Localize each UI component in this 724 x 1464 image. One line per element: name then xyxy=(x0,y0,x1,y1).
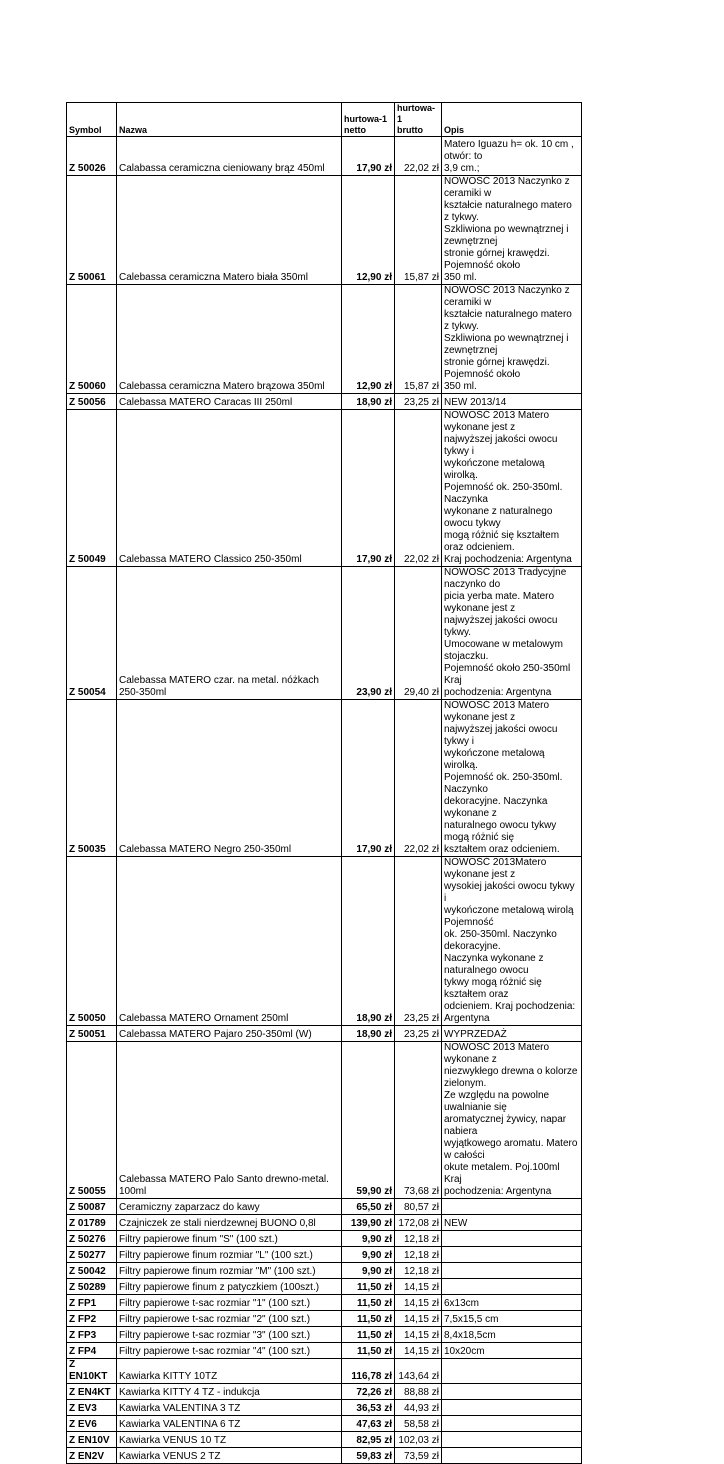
table-row xyxy=(67,1026,582,1042)
row-symbol: Z EN10KT xyxy=(67,1359,117,1384)
row-symbol: Z FP2 xyxy=(67,1311,117,1327)
header-brutto xyxy=(395,103,442,137)
row-price-brutto: 12,18 zł xyxy=(395,1263,442,1279)
row-price-netto: 18,90 zł xyxy=(342,1026,395,1042)
row-price-brutto: 22,02 zł xyxy=(395,410,442,567)
row-name: Calebassa MATERO Ornament 250ml xyxy=(117,857,342,1026)
price-table xyxy=(66,102,582,1464)
row-price-netto: 18,90 zł xyxy=(342,857,395,1026)
row-price-netto: 116,78 zł xyxy=(342,1359,395,1384)
row-name: Kawiarka VALENTINA 3 TZ xyxy=(117,1400,342,1416)
table-row xyxy=(67,1263,582,1279)
row-name: Filtry papierowe finum rozmiar "L" (100 szt.) xyxy=(117,1247,342,1263)
row-description xyxy=(442,1231,582,1247)
header-opis: Opis xyxy=(442,103,582,137)
row-symbol: Z 50054 xyxy=(67,567,117,700)
row-symbol: Z 50055 xyxy=(67,1042,117,1199)
row-price-brutto: 12,18 zł xyxy=(395,1247,442,1263)
row-name: Calebassa MATERO Caracas III 250ml xyxy=(117,394,342,410)
row-price-netto: 18,90 zł xyxy=(342,394,395,410)
row-price-netto: 36,53 zł xyxy=(342,1400,395,1416)
row-description: NEW xyxy=(442,1215,582,1231)
table-row xyxy=(67,1247,582,1263)
row-price-brutto: 22,02 zł xyxy=(395,137,442,176)
row-price-brutto: 14,15 zł xyxy=(395,1327,442,1343)
table-row xyxy=(67,394,582,410)
row-price-brutto: 102,03 zł xyxy=(395,1432,442,1448)
header-netto-label: hurtowa-1 netto xyxy=(344,114,388,135)
row-description xyxy=(442,1359,582,1384)
table-row xyxy=(67,1416,582,1432)
row-name: Filtry papierowe t-sac rozmiar "4" (100 szt.) xyxy=(117,1343,342,1359)
row-description: 7,5x15,5 cm xyxy=(442,1311,582,1327)
row-name: Kawiarka VALENTINA 6 TZ xyxy=(117,1416,342,1432)
row-symbol: Z 01789 xyxy=(67,1215,117,1231)
row-name: Filtry papierowe finum z patyczkiem (100szt.) xyxy=(117,1279,342,1295)
row-price-brutto: 23,25 zł xyxy=(395,857,442,1026)
row-name: Czajniczek ze stali nierdzewnej BUONO 0,8l xyxy=(117,1215,342,1231)
row-symbol: Z 50035 xyxy=(67,700,117,857)
table-row xyxy=(67,137,582,176)
row-name: Calabassa ceramiczna cieniowany brąz 450ml xyxy=(117,137,342,176)
row-price-netto: 9,90 zł xyxy=(342,1263,395,1279)
row-symbol: Z 50042 xyxy=(67,1263,117,1279)
row-price-brutto: 12,18 zł xyxy=(395,1231,442,1247)
row-symbol: Z 50049 xyxy=(67,410,117,567)
table-row xyxy=(67,1311,582,1327)
row-name: Calebassa MATERO Pajaro 250-350ml (W) xyxy=(117,1026,342,1042)
row-description xyxy=(442,1247,582,1263)
row-name: Kawiarka VENUS 10 TZ xyxy=(117,1432,342,1448)
row-name: Calebassa MATERO czar. na metal. nóżkach 250-350ml xyxy=(117,567,342,700)
row-name: Kawiarka KITTY 10TZ xyxy=(117,1359,342,1384)
row-name: Filtry papierowe finum "S" (100 szt.) xyxy=(117,1231,342,1247)
row-symbol: Z EN2V xyxy=(67,1448,117,1464)
header-symbol: Symbol xyxy=(67,103,117,137)
row-price-brutto: 58,58 zł xyxy=(395,1416,442,1432)
row-price-brutto: 14,15 zł xyxy=(395,1343,442,1359)
row-price-netto: 17,90 zł xyxy=(342,410,395,567)
row-price-netto: 12,90 zł xyxy=(342,176,395,285)
row-price-brutto: 88,88 zł xyxy=(395,1384,442,1400)
row-price-brutto: 73,59 zł xyxy=(395,1448,442,1464)
row-symbol: Z FP4 xyxy=(67,1343,117,1359)
row-price-brutto: 14,15 zł xyxy=(395,1295,442,1311)
row-price-brutto: 143,64 zł xyxy=(395,1359,442,1384)
table-row xyxy=(67,1215,582,1231)
row-description: 8,4x18,5cm xyxy=(442,1327,582,1343)
row-price-netto: 11,50 zł xyxy=(342,1295,395,1311)
table-row xyxy=(67,1448,582,1464)
row-price-brutto: 44,93 zł xyxy=(395,1400,442,1416)
row-symbol: Z EN10V xyxy=(67,1432,117,1448)
row-description xyxy=(442,1279,582,1295)
header-netto xyxy=(342,103,395,137)
row-description: NOWOŚĆ 2013 Matero wykonane jest z najwyższej jakości owocu tykwy i wykończone metalową wirolką. Pojemność ok. 250-350ml. Naczynko dekoracyjne. Naczynka wykonane z naturalnego owocu tykwy mogą różnić się kształtem oraz odcieniem. xyxy=(442,700,582,857)
row-symbol: Z EN4KT xyxy=(67,1384,117,1400)
table-row xyxy=(67,1279,582,1295)
row-price-netto: 72,26 zł xyxy=(342,1384,395,1400)
row-price-brutto: 14,15 zł xyxy=(395,1311,442,1327)
table-row xyxy=(67,1384,582,1400)
row-symbol: Z 50277 xyxy=(67,1247,117,1263)
row-price-brutto: 15,87 zł xyxy=(395,285,442,394)
table-row xyxy=(67,1359,582,1384)
row-price-netto: 9,90 zł xyxy=(342,1231,395,1247)
table-row xyxy=(67,1042,582,1199)
row-symbol: Z 50087 xyxy=(67,1199,117,1215)
table-row xyxy=(67,857,582,1026)
table-row xyxy=(67,410,582,567)
row-price-netto: 47,63 zł xyxy=(342,1416,395,1432)
row-name: Calebassa MATERO Palo Santo drewno-metal. 100ml xyxy=(117,1042,342,1199)
row-symbol: Z FP1 xyxy=(67,1295,117,1311)
row-name: Calebassa MATERO Negro 250-350ml xyxy=(117,700,342,857)
row-description: NOWOŚĆ 2013 Naczynko z ceramiki w kształcie naturalnego matero z tykwy. Szkliwiona po wewnątrznej i zewnętrznej stronie górnej krawędzi. Pojemność około 350 ml. xyxy=(442,285,582,394)
row-price-brutto: 80,57 zł xyxy=(395,1199,442,1215)
row-name: Filtry papierowe t-sac rozmiar "1" (100 szt.) xyxy=(117,1295,342,1311)
row-price-netto: 11,50 zł xyxy=(342,1279,395,1295)
row-symbol: Z 50050 xyxy=(67,857,117,1026)
table-row xyxy=(67,1400,582,1416)
row-description xyxy=(442,1384,582,1400)
row-name: Calebassa MATERO Classico 250-350ml xyxy=(117,410,342,567)
table-row xyxy=(67,1327,582,1343)
row-symbol: Z EV6 xyxy=(67,1416,117,1432)
row-price-brutto: 22,02 zł xyxy=(395,700,442,857)
row-price-netto: 9,90 zł xyxy=(342,1247,395,1263)
row-price-brutto: 23,25 zł xyxy=(395,1026,442,1042)
row-price-netto: 23,90 zł xyxy=(342,567,395,700)
row-name: Kawiarka KITTY 4 TZ - indukcja xyxy=(117,1384,342,1400)
table-row xyxy=(67,700,582,857)
row-price-brutto: 23,25 zł xyxy=(395,394,442,410)
row-price-netto: 65,50 zł xyxy=(342,1199,395,1215)
table-row xyxy=(67,1199,582,1215)
table-row xyxy=(67,1343,582,1359)
row-price-brutto: 14,15 zł xyxy=(395,1279,442,1295)
row-name: Filtry papierowe t-sac rozmiar "2" (100 szt.) xyxy=(117,1311,342,1327)
row-name: Calebassa ceramiczna Matero brązowa 350ml xyxy=(117,285,342,394)
row-description: 10x20cm xyxy=(442,1343,582,1359)
row-description: NOWOŚĆ 2013 Matero wykonane z niezwykłego drewna o kolorze zielonym. Ze względu na powolne uwalnianie się aromatycznej żywicy, napar nabiera wyjątkowego aromatu. Matero w całości okute metalem. Poj.100ml Kraj pochodzenia: Argentyna xyxy=(442,1042,582,1199)
row-description: NOWOŚĆ 2013 Tradycyjne naczynko do picia yerba mate. Matero wykonane jest z najwyższej jakości owocu tykwy. Umocowane w metalowym stojaczku. Pojemność około 250-350ml Kraj pochodzenia: Argentyna xyxy=(442,567,582,700)
row-name: Filtry papierowe t-sac rozmiar "3" (100 szt.) xyxy=(117,1327,342,1343)
row-price-brutto: 29,40 zł xyxy=(395,567,442,700)
header-brutto-label: hurtowa-1 brutto xyxy=(397,103,435,135)
row-symbol: Z 50060 xyxy=(67,285,117,394)
table-row xyxy=(67,176,582,285)
row-price-netto: 11,50 zł xyxy=(342,1343,395,1359)
row-price-netto: 82,95 zł xyxy=(342,1432,395,1448)
row-symbol: Z 50056 xyxy=(67,394,117,410)
row-description: NOWOŚĆ 2013 Matero wykonane jest z najwyższej jakości owocu tykwy i wykończone metalową wirolką. Pojemność ok. 250-350ml. Naczynka wykonane z naturalnego owocu tykwy mogą różnić się kształtem oraz odcieniem. Kraj pochodzenia: Argentyna xyxy=(442,410,582,567)
row-name: Calebassa ceramiczna Matero biała 350ml xyxy=(117,176,342,285)
row-description: NOWOŚĆ 2013Matero wykonane jest z wysokiej jakości owocu tykwy i wykończone metalową wirolą Pojemność ok. 250-350ml. Naczynko dekoracyjne. Naczynka wykonane z naturalnego owocu tykwy mogą różnić się kształtem oraz odcieniem. Kraj pochodzenia: Argentyna xyxy=(442,857,582,1026)
row-price-netto: 139,90 zł xyxy=(342,1215,395,1231)
row-price-brutto: 73,68 zł xyxy=(395,1042,442,1199)
row-description: NOWOŚĆ 2013 Naczynko z ceramiki w kształcie naturalnego matero z tykwy. Szkliwiona po wewnątrznej i zewnętrznej stronie górnej krawędzi. Pojemność około 350 ml. xyxy=(442,176,582,285)
header-row xyxy=(67,103,582,137)
table-row xyxy=(67,567,582,700)
row-description: 6x13cm xyxy=(442,1295,582,1311)
row-description: WYPRZEDAŻ xyxy=(442,1026,582,1042)
row-price-netto: 17,90 zł xyxy=(342,700,395,857)
row-symbol: Z 50061 xyxy=(67,176,117,285)
row-symbol: Z 50289 xyxy=(67,1279,117,1295)
row-name: Filtry papierowe finum rozmiar "M" (100 szt.) xyxy=(117,1263,342,1279)
row-price-netto: 17,90 zł xyxy=(342,137,395,176)
row-price-brutto: 172,08 zł xyxy=(395,1215,442,1231)
row-symbol: Z EV3 xyxy=(67,1400,117,1416)
header-nazwa: Nazwa xyxy=(117,103,342,137)
row-symbol: Z 50026 xyxy=(67,137,117,176)
row-price-netto: 59,90 zł xyxy=(342,1042,395,1199)
table-row xyxy=(67,1231,582,1247)
row-price-netto: 11,50 zł xyxy=(342,1327,395,1343)
table-row xyxy=(67,1432,582,1448)
row-description xyxy=(442,1263,582,1279)
row-description: NEW 2013/14 xyxy=(442,394,582,410)
row-symbol: Z 50276 xyxy=(67,1231,117,1247)
row-description xyxy=(442,1432,582,1448)
row-price-netto: 59,83 zł xyxy=(342,1448,395,1464)
row-symbol: Z FP3 xyxy=(67,1327,117,1343)
table-row xyxy=(67,1295,582,1311)
row-description xyxy=(442,1400,582,1416)
row-description xyxy=(442,1199,582,1215)
row-description: Matero Iguazu h= ok. 10 cm , otwór: to 3,9 cm.; xyxy=(442,137,582,176)
row-price-netto: 11,50 zł xyxy=(342,1311,395,1327)
row-description xyxy=(442,1448,582,1464)
row-name: Ceramiczny zaparzacz do kawy xyxy=(117,1199,342,1215)
table-row xyxy=(67,285,582,394)
row-symbol: Z 50051 xyxy=(67,1026,117,1042)
row-name: Kawiarka VENUS 2 TZ xyxy=(117,1448,342,1464)
row-description xyxy=(442,1416,582,1432)
row-price-brutto: 15,87 zł xyxy=(395,176,442,285)
row-price-netto: 12,90 zł xyxy=(342,285,395,394)
